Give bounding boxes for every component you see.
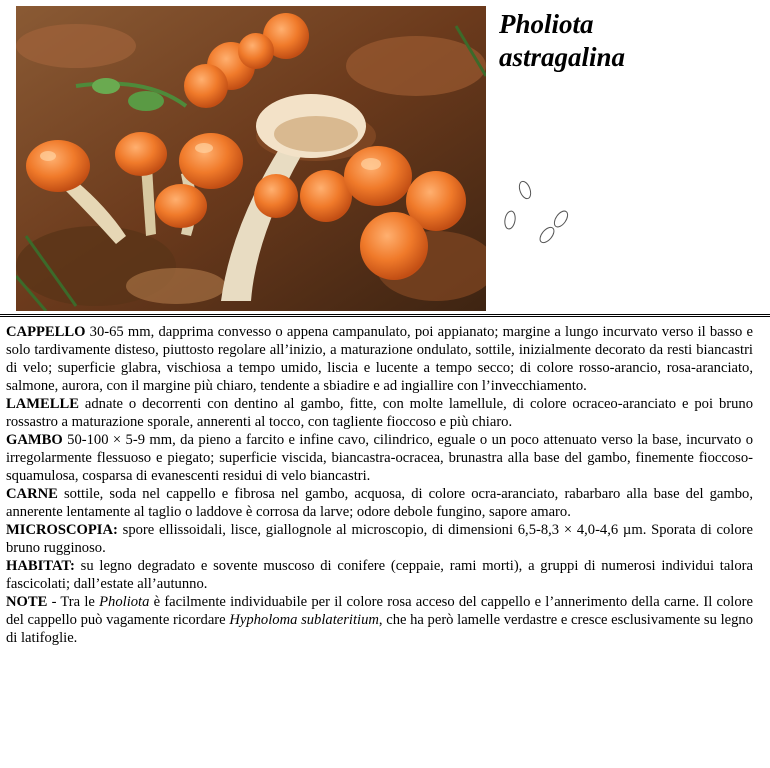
note-paragraph: [6, 593, 753, 647]
note-text-b: è facilmente individuabile per il colore rosa acceso del cappello e l’annerimento della carne. Il colore del cappello può vagamente ricordare: [6, 594, 753, 628]
cappello-paragraph: [6, 323, 753, 395]
species-title: [499, 8, 625, 74]
note-genus: Pholiota: [99, 594, 150, 610]
section-divider: [0, 314, 770, 317]
title-species: astragalina: [499, 42, 626, 72]
habitat-label: HABITAT:: [6, 558, 75, 574]
gambo-paragraph: [6, 431, 753, 485]
carne-paragraph: [6, 485, 753, 521]
carne-label: CARNE: [6, 486, 58, 502]
mushroom-photo: [16, 6, 486, 311]
lamelle-text: adnate o decorrenti con dentino al gambo, fitte, con molte lamellule, di colore ocraceo-aranciato e poi bruno rossastro a maturazione sporale, annerenti al tocco, con tagliente fioccoso e più chiaro.: [6, 396, 753, 430]
note-text-c: , che ha però lamelle verdastre e cresce esclusivamente su legno di latifoglie.: [6, 612, 753, 646]
note-text-a: - Tra le: [47, 594, 100, 610]
description-text: [6, 323, 753, 647]
habitat-text: su legno degradato e sovente muscoso di conifere (ceppaie, rami morti), a gruppi di numerosi individui talora fascicolati; dall’estate all’autunno.: [6, 558, 753, 592]
microscopia-text: spore ellissoidali, lisce, giallognole al microscopio, di dimensioni 6,5-8,3 × 4,0-4,6 µm. Sporata di colore bruno rugginoso.: [6, 522, 753, 556]
cappello-label: CAPPELLO: [6, 324, 86, 340]
microscopia-label: MICROSCOPIA:: [6, 522, 118, 538]
habitat-paragraph: [6, 557, 753, 593]
carne-text: sottile, soda nel cappello e fibrosa nel gambo, acquosa, di colore ocra-aranciato, rabarbaro alla base del gambo, annerente lentamente al taglio o laddove è corrosa da larve; odore debole fungino, sapore amaro.: [6, 486, 753, 520]
gambo-label: GAMBO: [6, 432, 63, 448]
lamelle-label: LAMELLE: [6, 396, 79, 412]
gambo-text: 50-100 × 5-9 mm, da pieno a farcito e infine cavo, cilindrico, eguale o un poco attenuato verso la base, incurvato o irregolarmente flessuoso e piegato; superficie viscida, biancastra-ocracea, brunastra alla base del gambo, finemente fioccoso-squamulosa, cosparsa di evanescenti residui di velo biancastri.: [6, 432, 753, 484]
microscopia-paragraph: [6, 521, 753, 557]
title-genus: Pholiota: [499, 9, 594, 39]
note-species: Hypholoma sublateritium: [229, 612, 379, 628]
spores-drawing: [498, 172, 578, 252]
note-label: NOTE: [6, 594, 48, 610]
cappello-text: 30-65 mm, dapprima convesso o appena campanulato, poi appianato; margine a lungo incurvato verso il basso e solo tardivamente disteso, piuttosto regolare all’inizio, a maturazione ondulato, sottile, inizialmente decorato da resti biancastri di velo; superficie glabra, vischiosa a tempo umido, liscia e lucente a tempo secco; di colore rosso-arancio, rosa-aranciato, salmone, aurora, con il margine più chiaro, tendente a sbiadire e ad ingiallire con l’invecchiamento.: [6, 324, 753, 394]
lamelle-paragraph: [6, 395, 753, 431]
